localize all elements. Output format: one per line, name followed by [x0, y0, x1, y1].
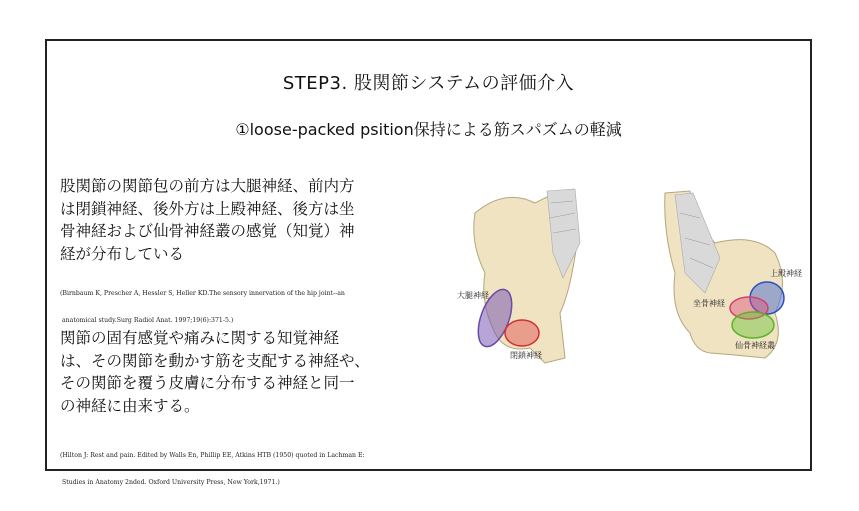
superior-gluteal-nerve-label: 上殿神経: [770, 269, 802, 278]
anterior-hip-illustration: [457, 189, 580, 363]
text-line: 骨神経および仙骨神経叢の感覚（知覚）神: [60, 222, 355, 240]
obturator-nerve-region: [505, 320, 539, 346]
femoral-nerve-label: 大腿神経: [457, 291, 489, 300]
text-line: その関節を覆う皮膚に分布する神経と同一: [60, 374, 355, 392]
reference-line: (Birnbaum K, Prescher A, Hessler S, Heller KD.The sensory innervation of the hip joint--an: [60, 290, 345, 297]
hilton-law-paragraph: [60, 327, 415, 417]
reference-line: anatomical study.Surg Radiol Anat. 1997;19(6):371-5.): [60, 317, 234, 324]
slide-frame: [45, 39, 812, 486]
slide-subtitle: ①loose-packed psition保持による筋スパズムの軽減: [235, 120, 622, 139]
hip-innervation-figure: [457, 183, 802, 383]
sciatic-nerve-label: 坐骨神経: [693, 299, 725, 308]
sacral-plexus-label: 仙骨神経叢: [735, 341, 775, 350]
reference-line: Studies in Anatomy 2nded. Oxford University Press, New York,1971.): [60, 479, 280, 486]
text-line: は、その関節を動かす筋を支配する神経や、: [60, 351, 370, 370]
sacral-plexus-region: [732, 312, 774, 338]
text-line: 関節の固有感覚や痛みに関する知覚神経: [60, 329, 340, 347]
text-line: 経が分布している: [60, 244, 185, 263]
reference-hilton: [60, 433, 365, 505]
slide-title: STEP3. 股関節システムの評価介入: [282, 73, 575, 94]
innervation-paragraph: [60, 175, 415, 265]
text-line: の神経に由来する。: [60, 396, 200, 415]
text-line: は閉鎖神経、後外方は上殿神経、後方は坐: [60, 199, 355, 218]
reference-line: (Hilton J: Rest and pain. Edited by Walls En, Phillip EE, Atkins HTB (1950) quoted in Lachman E:: [60, 452, 365, 459]
posterior-hip-illustration: [665, 191, 802, 358]
obturator-nerve-label: 閉鎖神経: [510, 351, 542, 360]
text-line: 股関節の関節包の前方は大腿神経、前内方: [60, 177, 355, 195]
